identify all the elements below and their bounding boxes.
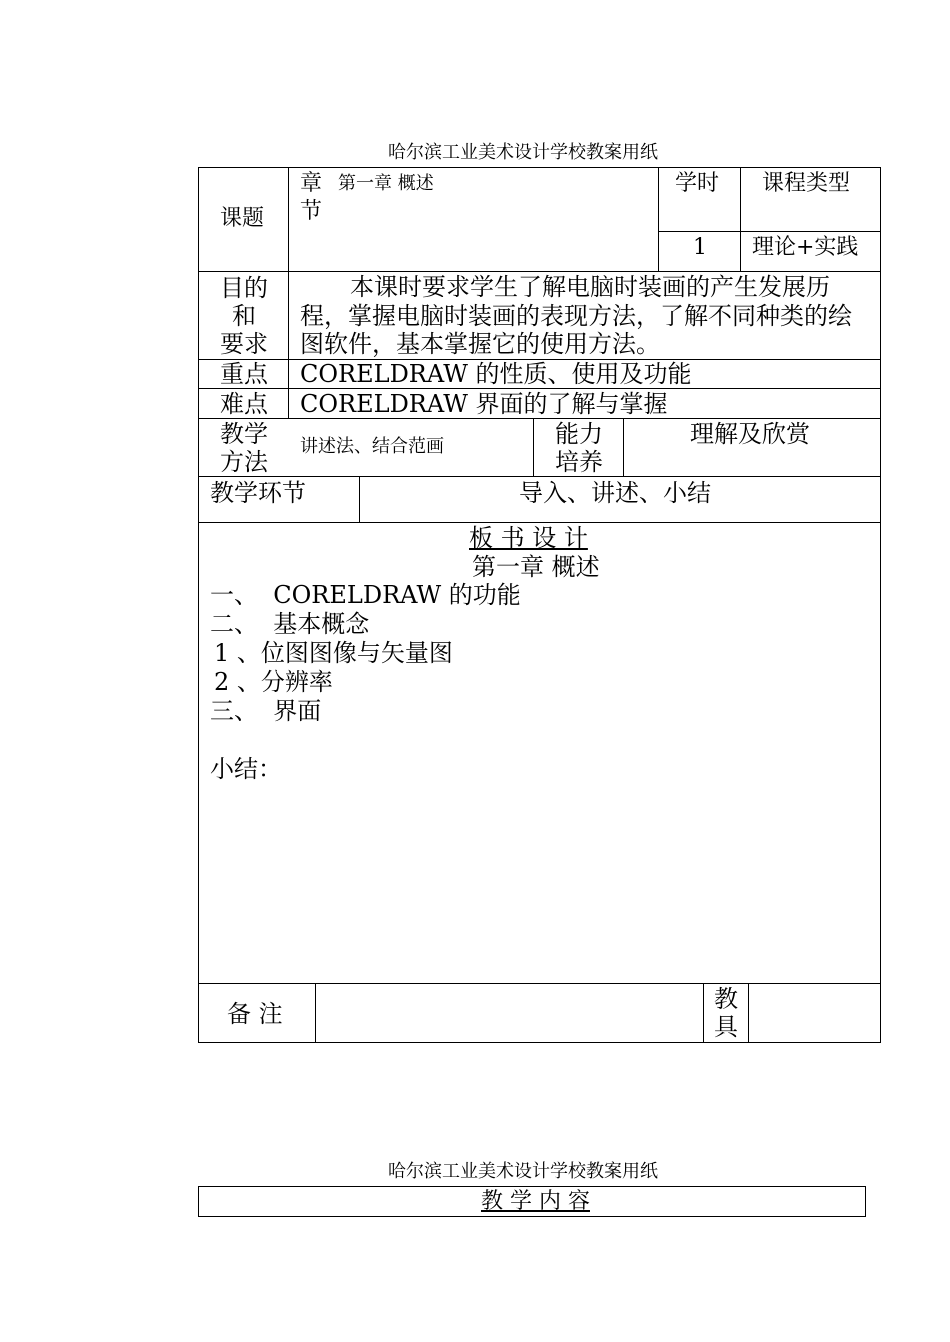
board-item-5: 三、 界面 (210, 697, 322, 725)
lesson-label: 课题 (220, 206, 265, 231)
objective-label-1: 目的 (220, 274, 268, 302)
school-title: 哈尔滨工业美术设计学校教案用纸 (388, 142, 658, 163)
objective-label-3: 要求 (220, 330, 268, 358)
board-item-2: 二、 基本概念 (210, 610, 370, 638)
key-point-value: CORELDRAW 的性质、使用及功能 (300, 360, 692, 388)
board-item-1: 一、 CORELDRAW 的功能 (210, 581, 521, 609)
objective-line-2: 程，掌握电脑时装画的表现方法，了解不同种类的绘 (300, 302, 852, 330)
chapter-value: 第一章 概述 (338, 173, 434, 194)
method-label-2: 方法 (220, 448, 268, 476)
tools-label-1: 教 (714, 985, 738, 1013)
chapter-label: 章 (300, 171, 323, 196)
summary-label: 小结： (210, 755, 282, 783)
content-title: 教 学 内 容 (481, 1189, 590, 1214)
ability-label-2: 培养 (555, 448, 603, 476)
hours-value: 1 (693, 235, 707, 260)
tools-label-2: 具 (714, 1013, 738, 1041)
board-item-3: 1 、位图图像与矢量图 (214, 639, 453, 667)
section-label: 节 (300, 199, 323, 224)
objective-line-3: 图软件，基本掌握它的使用方法。 (300, 330, 660, 358)
ability-label-1: 能力 (555, 420, 603, 448)
course-type-value: 理论+实践 (752, 235, 859, 260)
ability-value: 理解及欣赏 (690, 420, 810, 448)
objective-line-1: 本课时要求学生了解电脑时装画的产生发展历 (350, 273, 830, 301)
difficulty-value: CORELDRAW 界面的了解与掌握 (300, 390, 668, 418)
difficulty-label: 难点 (220, 390, 268, 418)
remarks-label: 备 注 (227, 1000, 283, 1028)
method-label-1: 教学 (220, 420, 268, 448)
hours-label: 学时 (675, 171, 720, 196)
course-type-label: 课程类型 (762, 171, 851, 196)
stages-value: 导入、讲述、小结 (519, 479, 711, 507)
objective-label-2: 和 (232, 302, 256, 330)
board-chapter: 第一章 概述 (472, 553, 600, 581)
board-item-4: 2 、分辨率 (214, 668, 333, 696)
board-title: 板 书 设 计 (469, 524, 588, 552)
stages-label: 教学环节 (210, 479, 306, 507)
method-value: 讲述法、结合范画 (300, 436, 444, 457)
page2-school-title: 哈尔滨工业美术设计学校教案用纸 (388, 1161, 658, 1182)
key-point-label: 重点 (220, 360, 268, 388)
